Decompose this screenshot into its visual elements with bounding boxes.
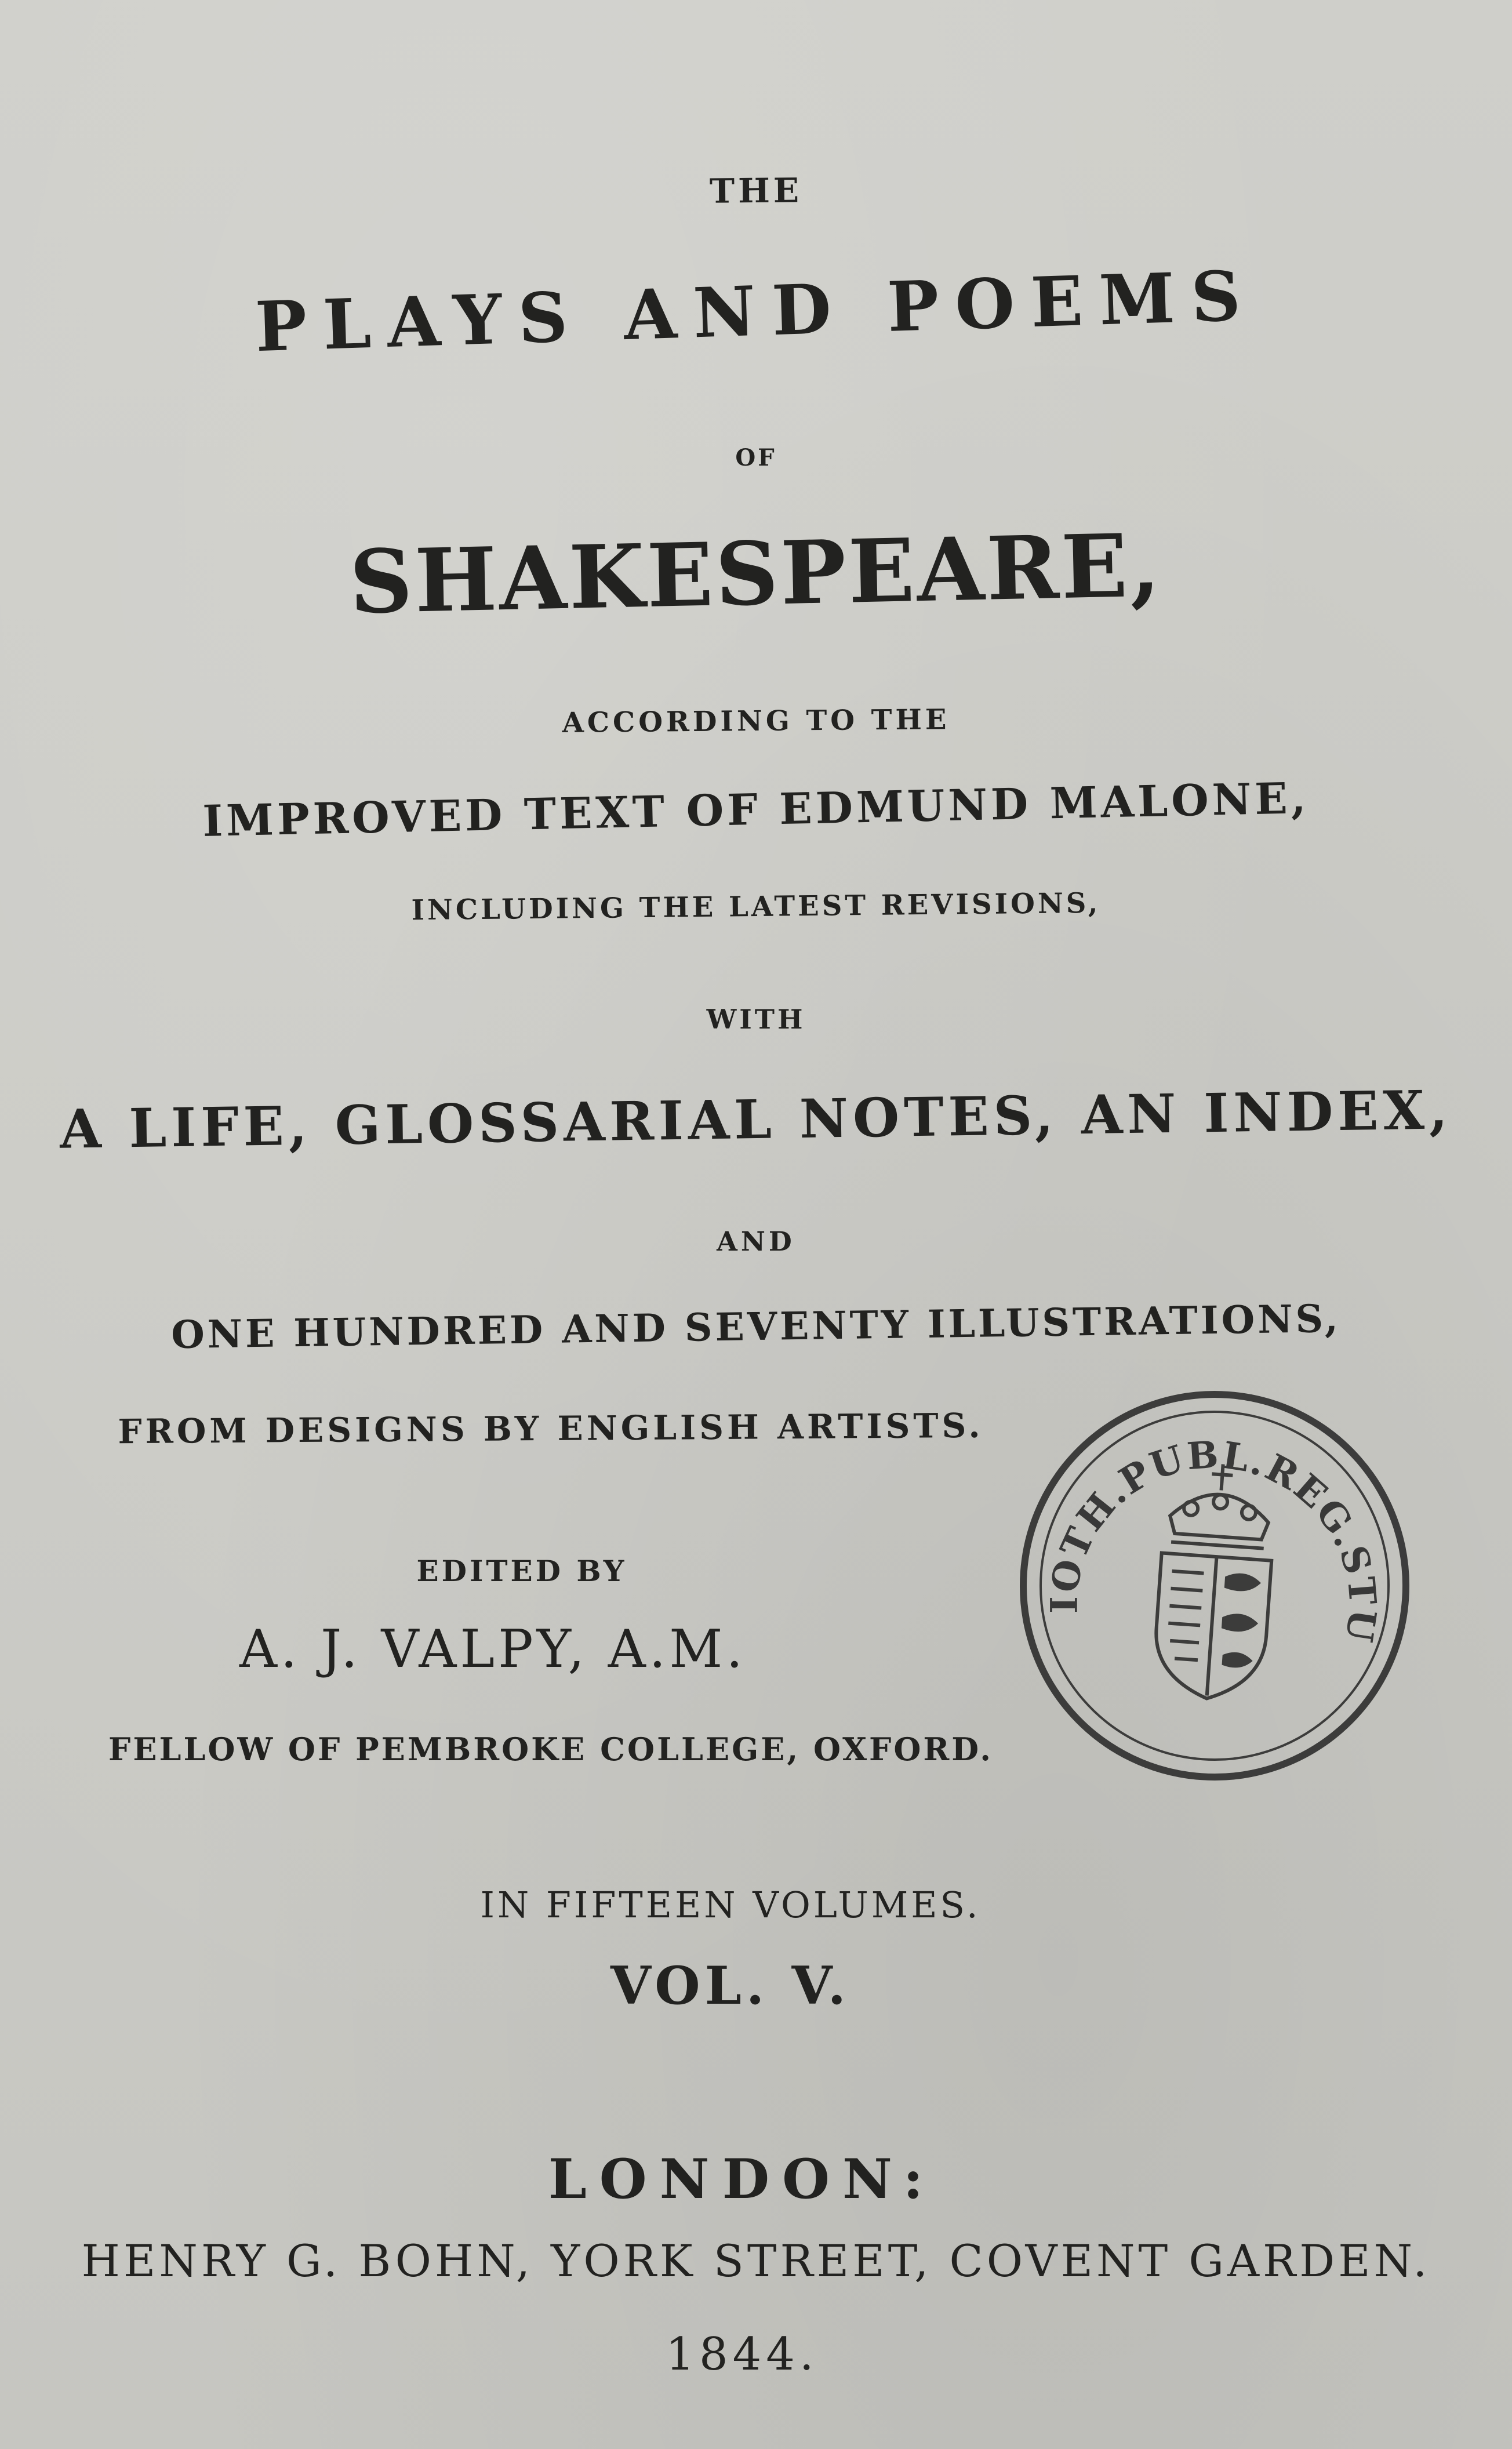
- according-line: ACCORDING TO THE: [562, 703, 950, 739]
- title-the: THE: [709, 170, 803, 211]
- edited-by-line: EDITED BY: [416, 1554, 627, 1588]
- and-line: AND: [717, 1226, 795, 1257]
- city-line: LONDON:: [548, 2148, 936, 2211]
- library-stamp: [998, 1369, 1431, 1802]
- editor-title: FELLOW OF PEMBROKE COLLEGE, OXFORD.: [108, 1731, 994, 1768]
- improved-text-line: IMPROVED TEXT OF EDMUND MALONE,: [202, 773, 1310, 846]
- coat-of-arms-icon: [1152, 1553, 1272, 1702]
- stamp-text: BIBLIOTH.PUBL.REG.STUTTG.: [1042, 1433, 1384, 1647]
- illustrations-line: ONE HUNDRED AND SEVENTY ILLUSTRATIONS,: [170, 1295, 1342, 1358]
- publisher-line: HENRY G. BOHN, YORK STREET, COVENT GARDEN.: [81, 2235, 1431, 2287]
- title-of: OF: [735, 444, 777, 471]
- author-name: SHAKESPEARE,: [348, 514, 1164, 634]
- library-stamp-seal: [998, 1369, 1431, 1802]
- including-line: INCLUDING THE LATEST REVISIONS,: [411, 886, 1101, 927]
- volume-number: VOL. V.: [610, 1955, 851, 2016]
- editor-name: A. J. VALPY, A.M.: [239, 1619, 747, 1680]
- year-line: 1844.: [666, 2328, 819, 2381]
- volumes-line: IN FIFTEEN VOLUMES.: [480, 1884, 981, 1926]
- contents-line: A LIFE, GLOSSARIAL NOTES, AN INDEX,: [59, 1078, 1453, 1161]
- book-title: PLAYS AND POEMS: [254, 255, 1258, 368]
- designs-line: FROM DESIGNS BY ENGLISH ARTISTS.: [118, 1405, 984, 1452]
- with-line: WITH: [706, 1004, 806, 1035]
